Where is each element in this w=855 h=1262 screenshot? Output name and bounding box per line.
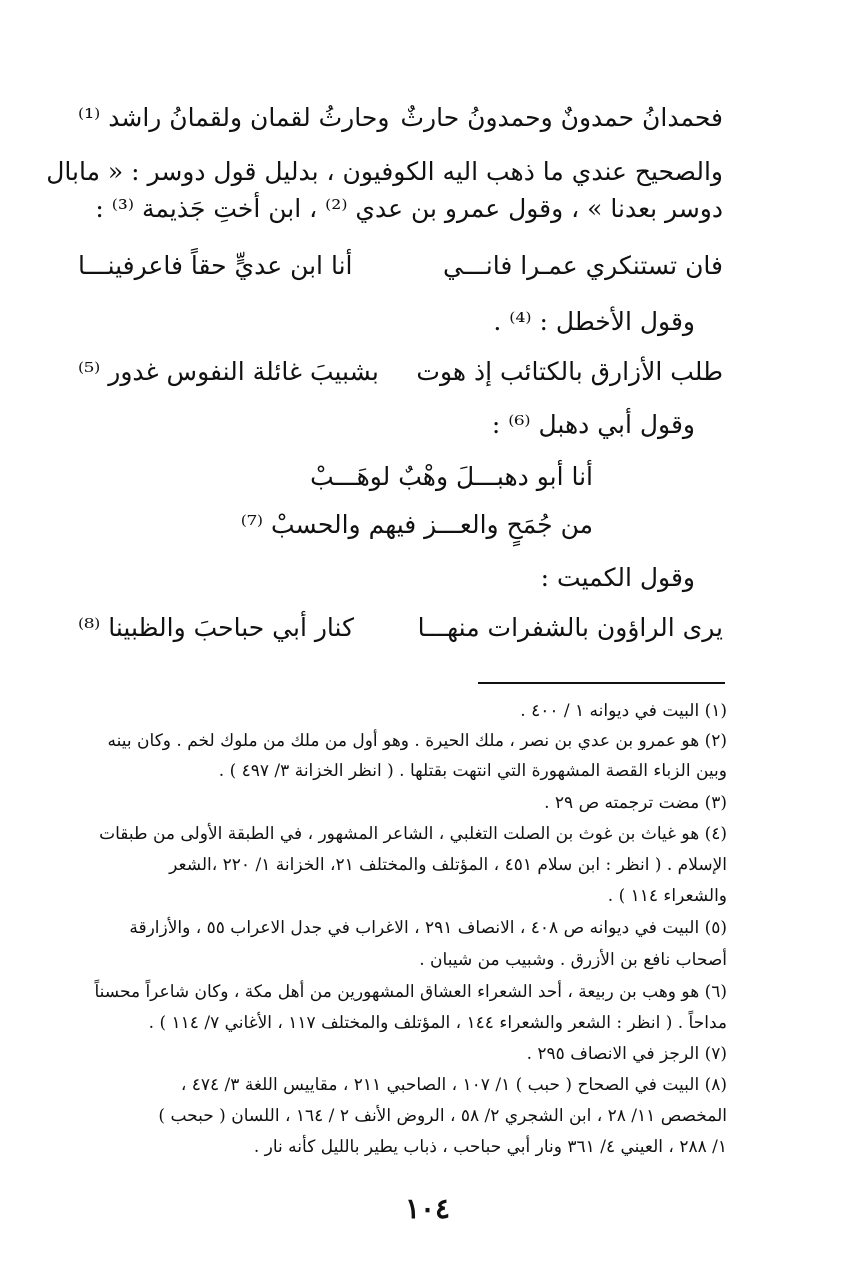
footnote-separator (478, 682, 725, 684)
footnote-1: (١) البيت في ديوانه ١ / ٤٠٠ . (520, 701, 727, 721)
verse-3-first-hemistich: فان تستنكري عمـرا فانـــي (442, 251, 723, 280)
footnote-5-line-1: (٥) البيت في ديوانه ص ٤٠٨ ، الانصاف ٢٩١ ، الاغراب في جدل الاعراب ٥٥ ، والأزارقة (129, 918, 727, 938)
verse-6 (78, 608, 723, 648)
footnote-8-line-1: (٨) البيت في الصحاح ( حبب ) ١/ ١٠٧ ، الصاحبي ٢١١ ، مقاييس اللغة ٣/ ٤٧٤ ، (180, 1075, 727, 1095)
verse-1-first-hemistich: فحمدانُ حمدونٌ وحمدونُ حارثٌ (400, 103, 723, 132)
footnote-3: (٣) مضت ترجمته ص ٢٩ . (544, 793, 727, 813)
prose-line-4: وقول أبي دهبل ⁽⁶⁾ : (491, 410, 695, 439)
prose-line-2: دوسر بعدنا » ، وقول عمرو بن عدي ⁽²⁾ ، ابن أختِ جَذيمة ⁽³⁾ : (95, 194, 723, 223)
verse-6-first-hemistich: يرى الراؤون بالشفرات منهـــا (417, 613, 723, 642)
verse-4-second-hemistich: بشبيبَ غائلة النفوس غدور ⁽⁵⁾ (78, 357, 379, 386)
footnote-2-line-1: (٢) هو عمرو بن عدي بن نصر ، ملك الحيرة . وهو أول من ملك من ملوك لخم . وكان بينه (107, 731, 727, 751)
prose-line-1: والصحيح عندي ما ذهب اليه الكوفيون ، بدليل قول دوسر : « مابال (46, 157, 723, 186)
footnote-4-line-3: والشعراء ١١٤ ) . (607, 886, 727, 906)
footnote-2-line-2: وبين الزباء القصة المشهورة التي انتهت بقتلها . ( انظر الخزانة ٣/ ٤٩٧ ) . (218, 761, 727, 781)
verse-4 (78, 352, 723, 392)
footnote-8-line-3: ١/ ٢٨٨ ، العيني ٤/ ٣٦١ ونار أبي حباحب ، ذباب يطير بالليل كأنه نار . (253, 1137, 727, 1157)
verse-3 (78, 246, 723, 286)
rajaz-line-2: من جُمَحٍ والعـــز فيهم والحسبْ ⁽⁷⁾ (240, 510, 593, 539)
verse-6-second-hemistich: كنار أبي حباحبَ والظبينا ⁽⁸⁾ (78, 613, 354, 642)
verse-3-second-hemistich: أنا ابن عديٍّ حقاً فاعرفينـــا (78, 251, 353, 280)
prose-line-5: وقول الكميت : (540, 563, 695, 592)
prose-line-3: وقول الأخطل : ⁽⁴⁾ . (493, 307, 695, 336)
footnote-6-line-1: (٦) هو وهب بن ربيعة ، أحد الشعراء العشاق المشهورين من أهل مكة ، وكان شاعراً محسناً (94, 982, 727, 1002)
verse-1-second-hemistich: وحارثُ لقمان ولقمانُ راشد ⁽¹⁾ (78, 103, 390, 132)
footnote-7: (٧) الرجز في الانصاف ٢٩٥ . (526, 1044, 727, 1064)
verse-1 (78, 98, 723, 138)
footnote-4-line-1: (٤) هو غياث بن غوث بن الصلت التغلبي ، الشاعر المشهور ، في الطبقة الأولى من طبقات (99, 824, 727, 844)
verse-4-first-hemistich: طلب الأزارق بالكتائب إذ هوت (416, 357, 723, 386)
rajaz-line-1: أنا أبو دهبـــلَ وهْبٌ لوهَـــبْ (310, 462, 593, 491)
footnote-4-line-2: الإسلام . ( انظر : ابن سلام ٤٥١ ، المؤتلف والمختلف ٢١، الخزانة ١/ ٢٢٠ ،الشعر (169, 855, 727, 875)
footnote-5-line-2: أصحاب نافع بن الأزرق . وشبيب من شيبان . (419, 950, 727, 970)
footnote-6-line-2: مداحاً . ( انظر : الشعر والشعراء ١٤٤ ، المؤتلف والمختلف ١١٧ ، الأغاني ٧/ ١١٤ ) . (148, 1013, 727, 1033)
page-number: ١٠٤ (404, 1192, 451, 1225)
footnote-8-line-2: المخصص ١١/ ٢٨ ، ابن الشجري ٢/ ٥٨ ، الروض الأنف ٢ / ١٦٤ ، اللسان ( حبحب ) (158, 1106, 727, 1126)
